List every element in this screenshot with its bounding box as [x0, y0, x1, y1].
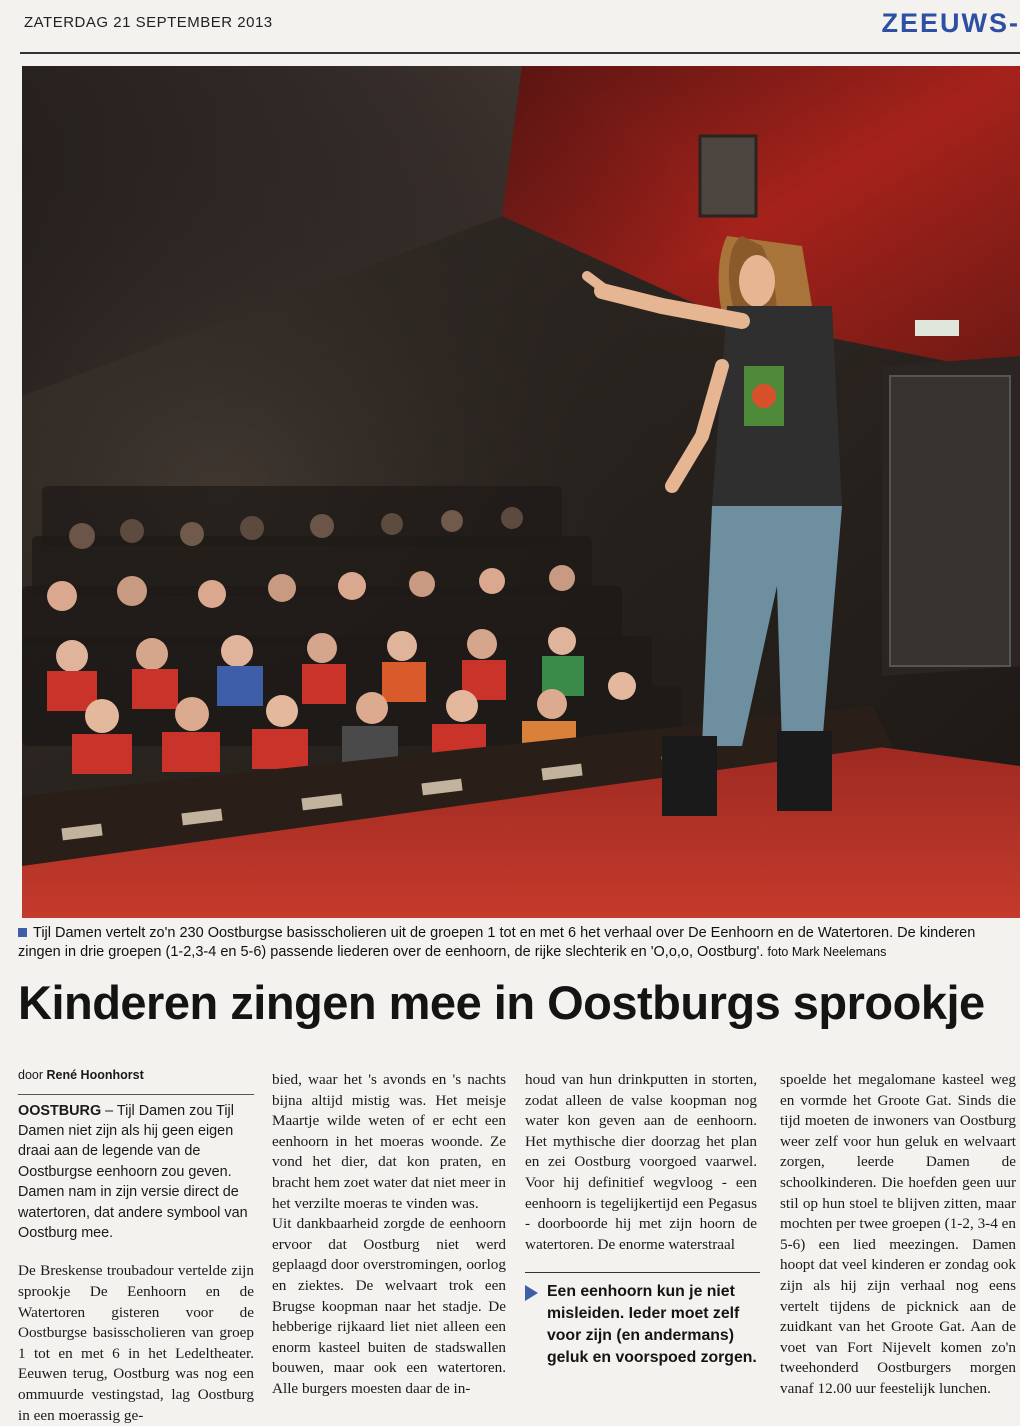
- lead-text: – Tijl Damen zou Tijl Damen niet zijn als hij geen eigen draai aan de legende van de Oostburgse eenhoorn zou geven. Damen nam in zijn versie direct de watertoren, dat andere symbool van Oostburg mee.: [18, 1103, 248, 1241]
- masthead-rule: [20, 52, 1020, 54]
- article-column-4: [780, 1070, 1016, 1400]
- article-column-1: [18, 1065, 254, 1426]
- byline-prefix: door: [18, 1068, 43, 1082]
- body-paragraph-1: De Breskense troubadour vertelde zijn sprookje De Eenhoorn en de Watertoren gisteren voor de Oostburgse basisscholieren van groep 1 tot en met 6 in het Ledeltheater. Eeuwen terug, Oostburg was nog een ommuurde vestingstad, lag Oostburg in een moerassig ge-: [18, 1261, 254, 1426]
- article-photo: [22, 66, 1020, 918]
- photo-credit: foto Mark Neelemans: [768, 945, 887, 959]
- body-paragraph-3: Uit dankbaarheid zorgde de eenhoorn ervoor dat Oostburg niet werd geplaagd door overstromingen, oorlog en ziektes. De welvaart trok een Brugse koopman naar het stadje. De hebberige rijkaard liet niet alleen een enorm kasteel buiten de stadswallen bouwen, maar ook een watertoren. Alle burgers moesten daar de in-: [272, 1214, 506, 1399]
- article-column-2: [272, 1070, 506, 1400]
- caption-text: Tijl Damen vertelt zo'n 230 Oostburgse basisscholieren uit de groepen 1 tot en met 6 het verhaal over De Eenhoorn en de Watertoren. De kinderen zingen in drie groepen (1-2,3-4 en 5-6) passende liederen over de eenhoorn, de rijke slechterik en 'O,o,o, Oostburg'.: [18, 925, 975, 960]
- issue-date: ZATERDAG 21 SEPTEMBER 2013: [24, 14, 273, 31]
- body-paragraph-4: houd van hun drinkputten in storten, zodat alleen de valse koopman nog water kon geven aan de eenhoorn. Het mythische dier doorzag het plan en zei Oostburg voorgoed vaarwel. Voor hij definitief wegvloog - een eenhoorn is tegelijkertijd een Pegasus - doorboorde hij met zijn hoorn de watertoren. De enorme waterstraal: [525, 1070, 757, 1255]
- article-column-3: [525, 1070, 757, 1255]
- body-paragraph-2: bied, waar het 's avonds en 's nachts bijna altijd mistig was. Het meisje Maartje wilde weten of er echt een eenhoorn in het moeras woonde. Ze vond het dier, dat kon praten, en bracht hem zoet water dat niet meer in het verzilte moeras te vinden was.: [272, 1070, 506, 1214]
- pull-quote: [525, 1272, 760, 1369]
- article-lead: [18, 1101, 254, 1244]
- dateline-place: OOSTBURG: [18, 1103, 101, 1119]
- article-headline: Kinderen zingen mee in Oostburgs sprookje: [18, 975, 1018, 1030]
- byline-rule: [18, 1094, 254, 1095]
- stage-photo-illustration: [22, 66, 1020, 918]
- body-paragraph-5: spoelde het megalomane kasteel weg en vormde het Groote Gat. Sinds die tijd moeten de inwoners van Oostburg weer zelf voor hun geluk en welvaart zorgen, leerde Damen de schoolkinderen. Die hoefden geen uur stil op hun stoel te blijven zitten, maar mochten per twee groepen (1-2, 3-4 en 5-6) een lied meezingen. Damen hoopt dat veel kinderen er zondag ook zijn als hij zijn verhaal nog eens vertelt tijdens de picknick aan de zuidkant van het Groote Gat. Aan de voet van Fort Nijevelt komen zo'n tweehonderd Oostburgers morgen vanaf 12.00 uur feestelijk lunchen.: [780, 1070, 1016, 1400]
- byline-author: René Hoonhorst: [47, 1068, 144, 1082]
- photo-caption: [18, 924, 1018, 962]
- pull-quote-text: Een eenhoorn kun je niet misleiden. Ieder moet zelf voor zijn (en andermans) geluk en voorspoed zorgen.: [525, 1281, 760, 1369]
- newspaper-name: ZEEUWS-: [882, 8, 1020, 39]
- quote-arrow-icon: [525, 1285, 538, 1301]
- masthead: [0, 0, 1020, 56]
- byline: [18, 1065, 254, 1086]
- caption-bullet-icon: [18, 928, 27, 937]
